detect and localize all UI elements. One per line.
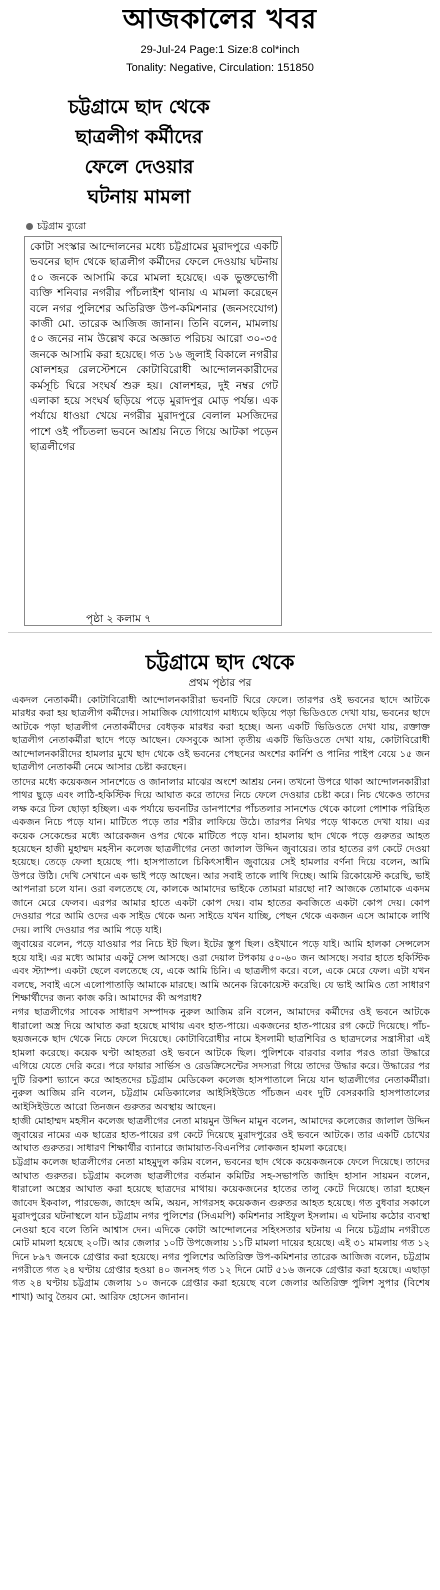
lead-article bbox=[30, 240, 278, 456]
headline-line: চট্টগ্রামে ছাদ থেকে bbox=[68, 96, 210, 118]
continuation-article bbox=[12, 694, 430, 1584]
section-divider bbox=[8, 632, 432, 633]
clip-info-line1: 29-Jul-24 Page:1 Size:8 col*inch bbox=[140, 44, 300, 56]
jump-line: পৃষ্ঠা ২ কলাম ৭ bbox=[86, 613, 152, 625]
headline-line: ছাত্রলীগ কর্মীদের bbox=[75, 126, 203, 148]
masthead-logo: আজকালের খবর bbox=[122, 4, 318, 35]
byline bbox=[26, 220, 86, 235]
article-paragraph: তাদের মধ্যে কয়েকজন সানশেডে ও জানালার মাঝের অংশে আশ্রয় নেন। তখনো উপরে থাকা আন্দোলনকারীরা পাথর ছুড়ে এবং লাঠি-হকিস্টিক দিয়ে আঘাত করে তাদের নিচে ফেলে দেওয়ার চেষ্টা করে। নিচ থেকেও তাদের লক্ষ করে ঢিল ছোড়া হচ্ছিল। এক পর্যায়ে ভবনটির ডানপাশের পাঁচতলার সানশেড থেকে কালো পোশাক পরিহিত একজন নিচে পড়ে যান। মাটিতে পড়ে তার শরীর লাফিয়ে উঠে। তারপর নিথর পড়ে থাকতে দেখা যায়। এর কয়েক সেকেন্ডের মধ্যে আরেকজন ওপর থেকে মাটিতে পড়ে যান। হামলায় ছাদ থেকে পড়ে গুরুতর আহত হয়েছেন হাজী মুহাম্মদ মহসীন কলেজ ছাত্রলীগের নেতা জালাল উদ্দিন জুবায়ের। তার হাতের রগ কেটে দেওয়া হয়েছে। তেড়ে ফেলা হয়েছে পা। হাসপাতালে চিকিৎসাধীন জুবায়ের সেই হামলার বর্ণনা দিয়ে বলেন, আমি উপরে উঠি। দেখি সেখানে এক ভাই পড়ে আছেন। আর সবাই তাকে লাথি দিচ্ছে। আমি রিকোয়েস্ট করেছি, ভাই আপনারা চলে যান। ওরা বলতেছে যে, কালকে আমাদের ভাইকে তোমরা মারছো না? আজকে তোমাকে একদম জানে মেরে ফেলব। এরপর আমার হাতে একটা কোপ দেয়। বাম হাতের কবজিতে একটা কোপ দেয়। কোপ দেওয়ার পরে আমি ওদের এক সাইড থেকে অন্য সাইডে যখন যাচ্ছি, পেছন থেকে একজন এসে আমাকে লাথি দেয়। লাথি দেওয়ার পর আমি পড়ে যাই। bbox=[12, 776, 430, 936]
article-paragraph: জুবায়ের বলেন, পড়ে যাওয়ার পর নিচে ইট ছিল। ইটের স্তূপ ছিল। ওইখানে পড়ে যাই। আমি হালকা সেন্সলেস হয়ে যাই। এর মধ্যে আমার একটু সেন্স আসছে। ওরা দেয়াল টপকায় ৫০-৬০ জন আসছে। সবার হাতে হকিস্টিক এবং স্ট্যাম্প। একটা ছেলে বলতেছে যে, একে আমি চিনি। এ ছাত্রলীগ করে। বলে, একে মেরে ফেল। এটা যখন বলছে, সবাই এসে এলোপাতাড়ি আমাকে মারছে। আমি অনেক রিকোয়েস্ট করেছি। যে ভাই আমিও তো সাধারণ শিক্ষার্থীদের জন্য কাজ করি। আমাদের কী অপরাধ? bbox=[12, 939, 430, 1004]
article-paragraph: হাজী মোহাম্মদ মহসীন কলেজ ছাত্রলীগের নেতা মায়মুন উদ্দিন মামুন বলেন, আমাদের কলেজের জালাল উদ্দিন জুবায়ের নামের এক ছাত্রের হাত-পায়ের রগ কেটে দিয়েছে মুরাদপুরের ওই ভবনে আটকে। তার একটি চোখের আঘাত গুরুতর। সাধারণ শিক্ষার্থীর ব্যানারে জামায়াত-বিএনপির লোকজন হামলা করেছে। bbox=[12, 1116, 430, 1154]
headline bbox=[8, 92, 270, 212]
byline-text: চট্টগ্রাম ব্যুরো bbox=[37, 221, 87, 232]
lead-paragraph: কোটা সংস্কার আন্দোলনের মধ্যে চট্টগ্রামের মুরাদপুরে একটি ভবনের ছাদ থেকে ছাত্রলীগ কর্মীদের ফেলে দেওয়ায় ঘটনায় ৫০ জনকে আসামি করে মামলা হয়েছে। এক ভুক্তভোগী ব্যক্তি শনিবার নগরীর পাঁচলাইশ থানায় এ মামলা করেছেন বলে নগর পুলিশের অতিরিক্ত উপ-কমিশনার (জনসংযোগ) কাজী মো. তারেক আজিজ জানান। তিনি বলেন, মামলায় ৫০ জনের নাম উল্লেখ করে অজ্ঞাত পরিচয় আরো ৩০-৩৫ জনকে আসামি করা হয়েছে। গত ১৬ জুলাই বিকালে নগরীর ষোলশহর রেলস্টেশনে কোটাবিরোধী আন্দোলনকারীদের কর্মসূচি ঘিরে সংঘর্ষ শুরু হয়। ষোলশহর, দুই নম্বর গেট এলাকা হয়ে সংঘর্ষ ছড়িয়ে পড়ে মুরাদপুর মোড় পর্যন্ত। এক পর্যায়ে ধাওয়া খেয়ে নগরীর মুরাদপুরে বেলাল মসজিদের পাশে ওই পাঁচতলা ভবনে আশ্রয় নিতে গিয়ে আটকা পড়েন ছাত্রলীগের bbox=[30, 241, 278, 454]
continuation-subheading: প্রথম পৃষ্ঠার পর bbox=[188, 677, 252, 689]
bullet-icon bbox=[26, 223, 33, 230]
headline-line: ঘটনায় মামলা bbox=[87, 186, 191, 208]
headline-line: ফেলে দেওয়ার bbox=[84, 156, 194, 178]
clip-info-line2: Tonality: Negative, Circulation: 151850 bbox=[126, 62, 314, 74]
continuation-heading: চট্টগ্রামে ছাদ থেকে bbox=[145, 650, 295, 674]
article-paragraph: চট্টগ্রাম কলেজ ছাত্রলীগের নেতা মাহমুদুল করিম বলেন, ভবনের ছাদ থেকে কয়েকজনকে ফেলে দিয়েছে। তাদের আঘাত গুরুতর। চট্টগ্রাম কলেজ ছাত্রলীগের বর্তমান কমিটির সহ-সভাপতি জাহিদ হাসান সায়মন বলেন, ধারালো অস্ত্রের আঘাত করা হয়েছে ছাত্রদের মাথায়। কয়েকজনের হাতের তালু কেটে দিয়েছে। তারা হচ্ছেন জাবেদ ইকবাল, পারভেজ, জাহেদ অমি, অয়ন, সাগরসহ কয়েকজন গুরুতর আহত হয়েছে। গত বুধবার সকালে মুরাদপুরের ঘটনাস্থলে যান চট্টগ্রাম নগর পুলিশের (সিএমপি) কমিশনার সাইফুল ইসলাম। এ ঘটনায় কঠোর ব্যবস্থা নেওয়া হবে বলে তিনি আশ্বাস দেন। এদিকে কোটা আন্দোলনের সহিংসতার ঘটনায় এ নিয়ে চট্টগ্রাম নগরীতে মোট মামলা হয়েছে ২০টি। আর জেলার ১০টি উপজেলায় ১১টি মামলা দায়ের হয়েছে। এই ৩১ মামলায় গত ১২ দিনে ৮৯৭ জনকে গ্রেপ্তার করা হয়েছে। নগর পুলিশের অতিরিক্ত উপ-কমিশনার তারেক আজিজ বলেন, চট্টগ্রাম নগরীতে গত ২৪ ঘণ্টায় গ্রেপ্তার হওয়া ৪০ জনসহ গত ১২ দিনে মোট ৫১৬ জনকে গ্রেপ্তার করা হয়েছে। এছাড়া গত ২৪ ঘণ্টায় চট্টগ্রাম জেলায় ১০ জনকে গ্রেপ্তার করা হয়েছে বলে জেলার অতিরিক্ত পুলিশ সুপার (বিশেষ শাখা) আবু তৈয়ব মো. আরিফ হোসেন জানান। bbox=[12, 1157, 430, 1303]
article-paragraph: নগর ছাত্রলীগের সাবেক সাধারণ সম্পাদক নুরুল আজিম রনি বলেন, আমাদের কর্মীদের ওই ভবনে আটকে ধারালো অস্ত্র দিয়ে আঘাত করা হয়েছে মাথায় এবং হাত-পায়ে। একজনের হাত-পায়ের রগ কেটে দিয়েছে। পাঁচ-ছয়জনকে ছাদ থেকে নিচে ফেলে দিয়েছে। কোটাবিরোধীর নামে ইসলামী ছাত্রশিবির ও ছাত্রদলের সন্ত্রাসীরা এই হামলা করেছে। কয়েক ঘণ্টা আহতরা ওই ভবনে আটকে ছিল। পুলিশকে বারবার বলার পরও তারা উদ্ধারে এগিয়ে যেতে দেরি করে। পরে ফায়ার সার্ভিস ও রেডক্রিসেন্টের সদস্যরা গিয়ে তাদের উদ্ধার করে। উদ্ধারের পর দুটি রিকশা ভ্যানে করে আহতদের চট্টগ্রাম মেডিকেল কলেজ হাসপাতালে নিয়ে যান ছাত্রলীগের নেতাকর্মীরা। নুরুল আজিম রনি বলেন, চট্টগ্রাম মেডিক্যালের আইসিইউতে পাঁচজন এবং দুটি বেসরকারি হাসপাতালের আইসিইউতে আরো তিনজন গুরুতর অবস্থায় আছেন। bbox=[12, 1007, 430, 1113]
article-paragraph: একদল নেতাকর্মী। কোটাবিরোধী আন্দোলনকারীরা ভবনটি ঘিরে ফেলে। তারপর ওই ভবনের ছাদে আটকে মারধর করা হয় ছাত্রলীগ কর্মীদের। সামাজিক যোগাযোগ মাধ্যমে ছড়িয়ে পড়া ভিডিওতে দেখা যায়, ভবনের ছাদে আটকে পড়া ছাত্রলীগ নেতাকর্মীদের বেধড়ক মারধর করা হচ্ছে। অন্য একটি ভিডিওতে দেখা যায়, রক্তাক্ত ছাত্রলীগ নেতাকর্মীরা ছাদে পড়ে আছেন। ফেসবুকে আসা তৃতীয় একটি ভিডিওতে দেখা যায়, কোটাবিরোধী আন্দোলনকারীদের হামলার মুখে ছাদ থেকে ওই ভবনের পেছনের অংশের কার্নিশ ও পানির পাইপ বেয়ে ১৫ জন ছাত্রলীগ নেতাকর্মী নেমে আসার চেষ্টা করছেন। bbox=[12, 695, 430, 774]
